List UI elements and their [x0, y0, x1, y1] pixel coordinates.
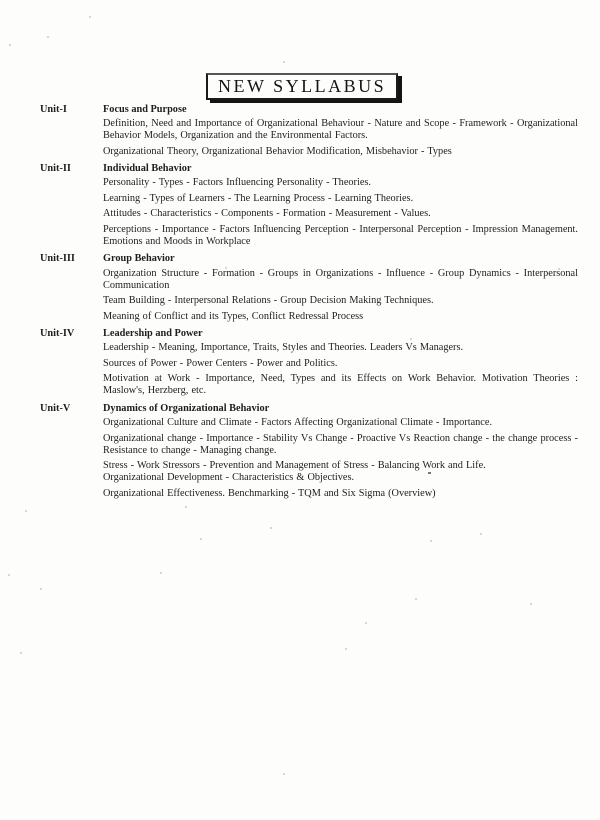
scan-speck [283, 61, 285, 63]
unit-heading: Focus and Purpose [103, 104, 187, 115]
unit-section-2 [40, 163, 578, 251]
unit-body [103, 253, 578, 326]
syllabus-title-box [206, 73, 398, 100]
syllabus-title: NEW SYLLABUS [218, 76, 387, 96]
unit-section-4 [40, 328, 578, 401]
syllabus-paragraph: Organizational Development - Characteristics & Objectives. [103, 472, 355, 484]
syllabus-paragraph: Learning - Types of Learners - The Learning Process - Learning Theories. [103, 192, 414, 204]
syllabus-paragraph: Organizational Theory, Organizational Behavior Modification, Misbehavior - Types [103, 145, 452, 157]
scan-speck [200, 538, 202, 540]
scan-speck [47, 36, 49, 38]
syllabus-paragraph: Sources of Power - Power Centers - Power and Politics. [103, 357, 338, 369]
scan-speck [25, 510, 27, 512]
syllabus-paragraph: Perceptions - Importance - Factors Influencing Perception - Interpersonal Perception - Impression Management. Emotions and Moods in Workplace [103, 223, 578, 247]
scan-speck [283, 773, 285, 775]
scan-speck [9, 44, 11, 46]
scan-speck [558, 268, 560, 270]
syllabus-paragraph: Team Building - Interpersonal Relations - Group Decision Making Techniques. [103, 295, 434, 307]
scan-speck [20, 652, 22, 654]
syllabus-paragraph: Organizational Effectiveness. Benchmarking - TQM and Six Sigma (Overview) [103, 487, 436, 499]
unit-heading: Dynamics of Organizational Behavior [103, 402, 270, 414]
unit-heading: Group Behavior [103, 253, 175, 265]
scan-speck [365, 622, 367, 624]
unit-label: Unit-V [40, 402, 71, 414]
syllabus-paragraph: Attitudes - Characteristics - Components - Formation - Measurement - Values. [103, 208, 431, 220]
syllabus-paragraph: Organization Structure - Formation - Groups in Organizations - Influence - Group Dynamics - Interpersonal Communication [103, 267, 578, 291]
unit-body [103, 104, 578, 161]
syllabus-paragraph: Definition, Need and Importance of Organizational Behaviour - Nature and Scope - Framework - Organizational Behavior Models, Organization and the Environmental Factors. [103, 118, 578, 142]
scan-speck [160, 572, 162, 574]
unit-heading: Individual Behavior [103, 163, 192, 175]
scan-speck [428, 472, 431, 474]
syllabus-paragraph: Organizational change - Importance - Stability Vs Change - Proactive Vs Reaction change - the change process - Resistance to change - Managing change. [103, 432, 578, 456]
unit-body [103, 163, 578, 251]
unit-label: Unit-I [40, 104, 67, 115]
syllabus-paragraph: Motivation at Work - Importance, Need, Types and its Effects on Work Behavior. Motivation Theories : Maslow's, Herzberg, etc. [103, 373, 578, 397]
scan-speck [430, 540, 432, 542]
syllabus-paragraph: Personality - Types - Factors Influencing Personality - Theories. [103, 177, 371, 189]
syllabus-content [40, 104, 578, 505]
scan-speck [8, 574, 10, 576]
scan-speck [415, 598, 417, 600]
scan-speck [410, 338, 412, 340]
syllabus-paragraph: Stress - Work Stressors - Prevention and Management of Stress - Balancing Work and Life. [103, 460, 486, 472]
scan-speck [530, 603, 532, 605]
scan-speck [89, 16, 91, 18]
unit-body [103, 403, 578, 503]
unit-section-5 [40, 403, 578, 503]
unit-label: Unit-III [40, 253, 75, 265]
scan-speck [40, 588, 42, 590]
syllabus-paragraph: Leadership - Meaning, Importance, Traits, Styles and Theories. Leaders Vs Managers. [103, 342, 464, 354]
unit-label: Unit-II [40, 163, 71, 175]
unit-body [103, 328, 578, 401]
syllabus-paragraph: Organizational Culture and Climate - Factors Affecting Organizational Climate - Importance. [103, 417, 493, 429]
unit-section-3 [40, 253, 578, 326]
scan-speck [225, 267, 227, 269]
scan-speck [480, 533, 482, 535]
unit-section-1 [40, 104, 578, 161]
scan-speck [185, 506, 187, 508]
scan-speck [270, 527, 272, 529]
scan-speck [345, 648, 347, 650]
unit-label: Unit-IV [40, 328, 75, 340]
syllabus-paragraph: Meaning of Conflict and its Types, Conflict Redressal Process [103, 310, 364, 322]
unit-heading: Leadership and Power [103, 328, 203, 340]
